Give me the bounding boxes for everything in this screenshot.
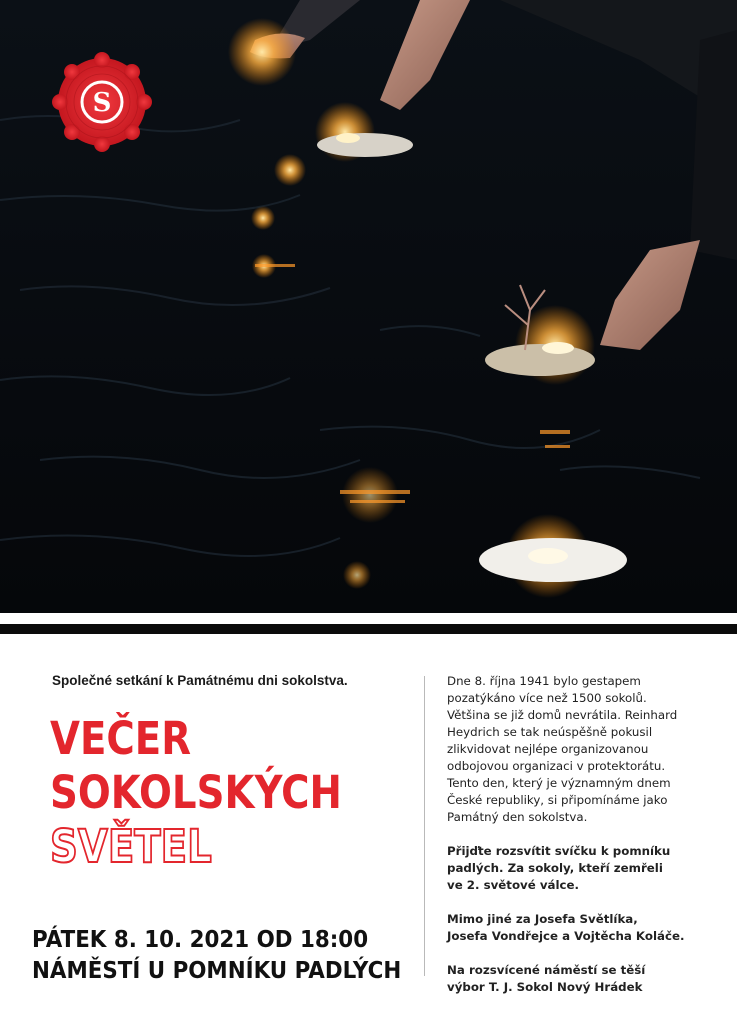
title-line-3: SVĚTEL [50, 820, 212, 873]
invite-line: Přijďte rozsvítit svíčku k pomníku [447, 844, 671, 858]
names-line: Josefa Vondřejce a Vojtěcha Koláče. [447, 929, 685, 943]
sokol-rosette-icon [52, 52, 152, 152]
invite-line: ve 2. světové válce. [447, 878, 580, 892]
event-date-time: PÁTEK 8. 10. 2021 OD 18:00 [32, 927, 369, 953]
svg-text:S: S [92, 88, 112, 118]
closing-paragraph [447, 962, 727, 996]
history-paragraph [447, 673, 727, 826]
event-details [32, 925, 401, 987]
history-line: odbojovou organizaci v protektorátu. [447, 759, 666, 773]
names-paragraph [447, 911, 727, 945]
event-place: NÁMĚSTÍ U POMNÍKU PADLÝCH [32, 958, 402, 984]
history-line: Tento den, který je významným dnem [447, 776, 671, 790]
side-column [447, 673, 727, 1013]
history-line: zlikvidovat nejlépe organizovanou [447, 742, 649, 756]
divider-stripe [0, 624, 737, 634]
column-divider [424, 676, 425, 976]
history-line: Heydrich se tak neúspěšně pokusil [447, 725, 653, 739]
title-line-1: VEČER [50, 712, 192, 765]
history-line: Většina se již domů nevrátila. Reinhard [447, 708, 678, 722]
poster-title [50, 712, 342, 874]
sokol-logo [52, 52, 152, 152]
title-line-2: SOKOLSKÝCH [50, 766, 342, 819]
history-line: Památný den sokolstva. [447, 810, 588, 824]
intro-text: Společné setkání k Památnému dni sokolstva. [52, 673, 348, 688]
closing-line: výbor T. J. Sokol Nový Hrádek [447, 980, 643, 994]
names-line: Mimo jiné za Josefa Světlíka, [447, 912, 638, 926]
closing-line: Na rozsvícené náměstí se těší [447, 963, 646, 977]
invite-line: padlých. Za sokoly, kteří zemřeli [447, 861, 663, 875]
history-line: pozatýkáno více než 1500 sokolů. [447, 691, 647, 705]
invite-paragraph [447, 843, 727, 894]
history-line: Dne 8. října 1941 bylo gestapem [447, 674, 641, 688]
history-line: České republiky, si připomínáme jako [447, 793, 668, 807]
